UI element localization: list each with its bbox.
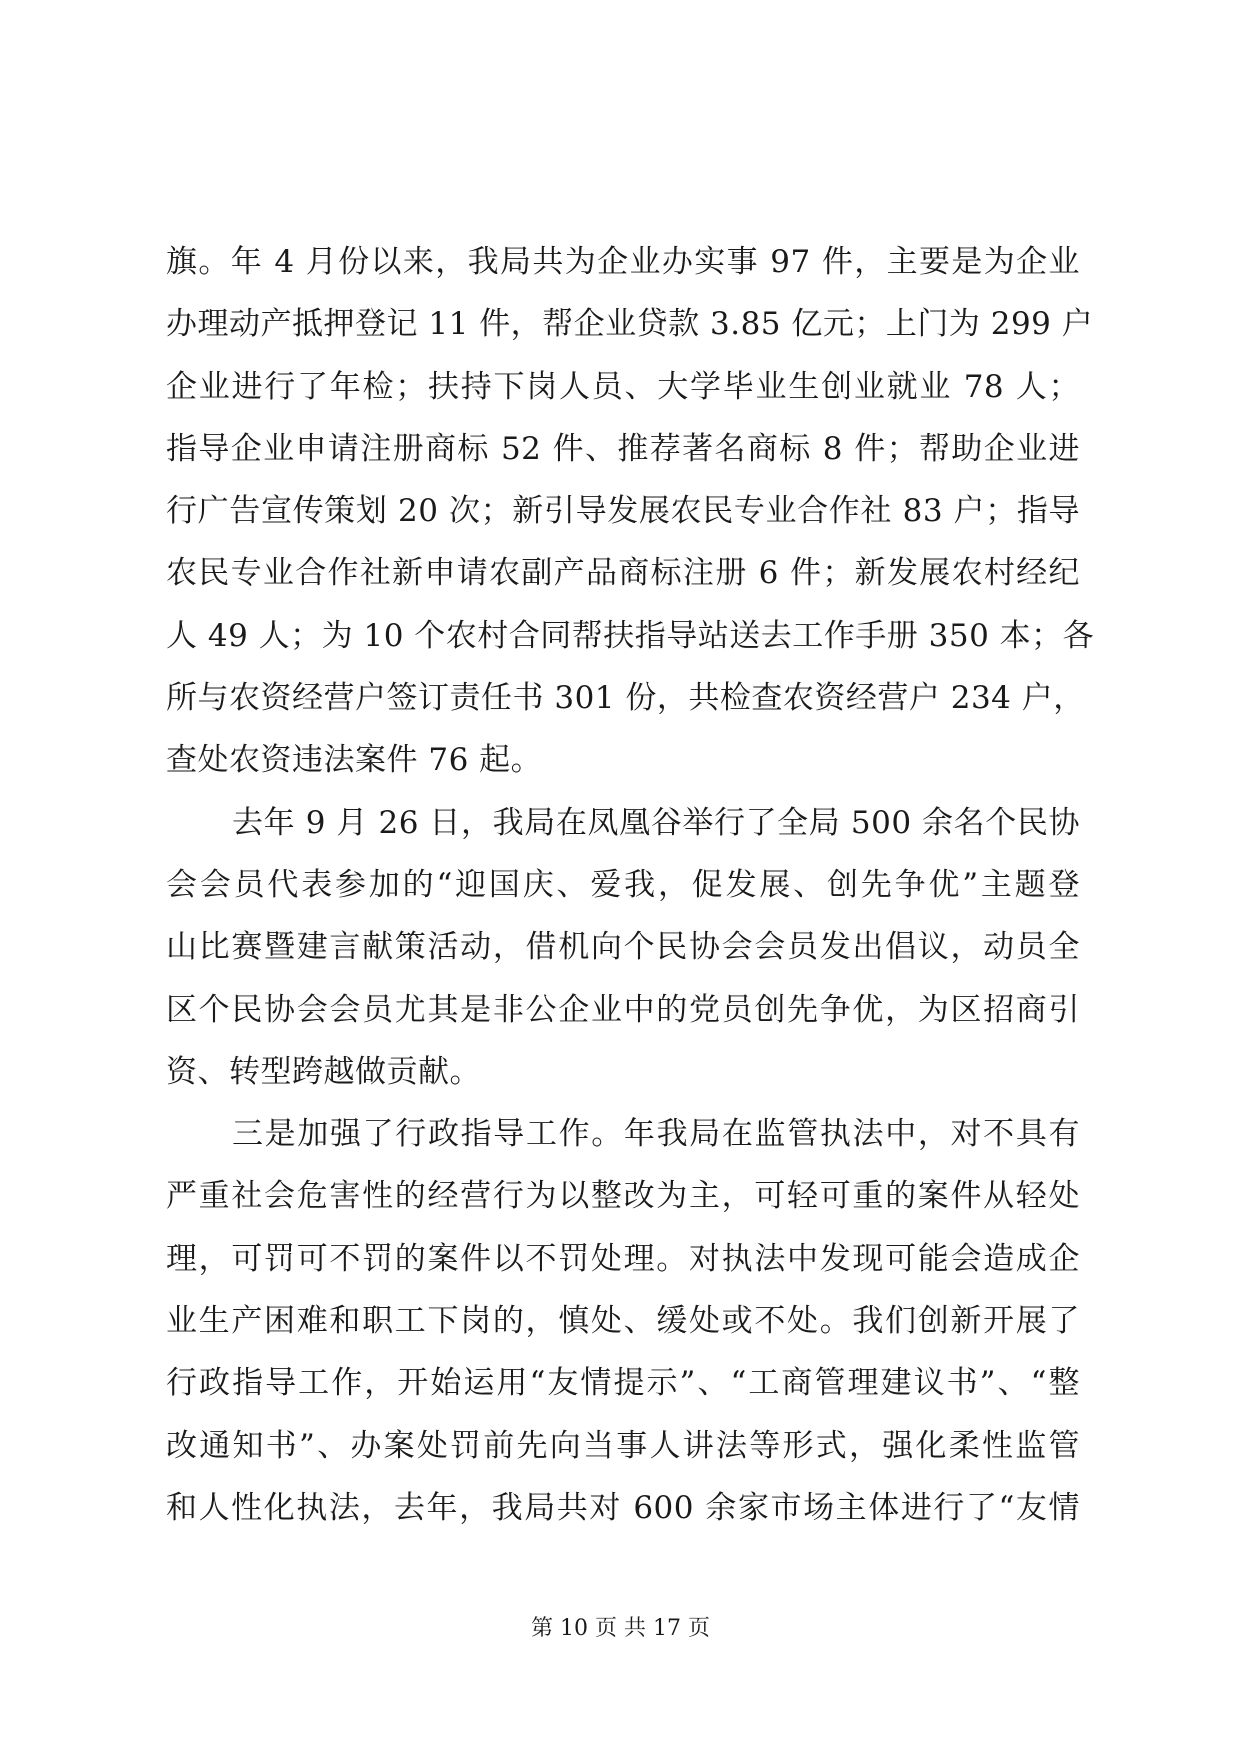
text-line: 和人性化执法，去年，我局共对 600 余家市场主体进行了“友情 bbox=[166, 1489, 1080, 1526]
text-line: 业生产困难和职工下岗的，慎处、缓处或不处。我们创新开展了 bbox=[166, 1303, 1080, 1340]
text-line: 会会员代表参加的“迎国庆、爱我，促发展、创先争优”主题登 bbox=[166, 866, 1080, 903]
paragraph-3 bbox=[166, 1103, 1080, 1539]
text-line: 查处农资违法案件 76 起。 bbox=[166, 742, 543, 779]
paragraph-1 bbox=[166, 231, 1095, 792]
text-line: 资、转型跨越做贡献。 bbox=[166, 1053, 481, 1090]
text-line: 山比赛暨建言献策活动，借机向个民协会会员发出倡议，动员全 bbox=[166, 929, 1080, 966]
text-line: 企业进行了年检；扶持下岗人员、大学毕业生创业就业 78 人； bbox=[166, 368, 1080, 405]
text-line: 农民专业合作社新申请农副产品商标注册 6 件；新发展农村经纪 bbox=[166, 555, 1080, 592]
page-number-footer: 第 10 页 共 17 页 bbox=[531, 1616, 710, 1641]
body-text bbox=[166, 231, 1095, 1539]
text-line: 三是加强了行政指导工作。年我局在监管执法中，对不具有 bbox=[232, 1116, 1080, 1153]
text-line: 行政指导工作，开始运用“友情提示”、“工商管理建议书”、“整 bbox=[166, 1365, 1080, 1402]
text-line: 严重社会危害性的经营行为以整改为主，可轻可重的案件从轻处 bbox=[166, 1178, 1080, 1215]
text-line: 行广告宣传策划 20 次；新引导发展农民专业合作社 83 户；指导 bbox=[166, 493, 1080, 530]
text-line: 旗。年 4 月份以来，我局共为企业办实事 97 件，主要是为企业 bbox=[166, 244, 1080, 280]
text-line: 理，可罚可不罚的案件以不罚处理。对执法中发现可能会造成企 bbox=[166, 1240, 1080, 1277]
text-line: 去年 9 月 26 日，我局在凤凰谷举行了全局 500 余名个民协 bbox=[232, 804, 1080, 841]
paragraph-2 bbox=[166, 792, 1080, 1103]
text-line: 所与农资经营户签订责任书 301 份，共检查农资经营户 234 户， bbox=[166, 680, 1085, 717]
text-line: 指导企业申请注册商标 52 件、推荐著名商标 8 件；帮助企业进 bbox=[166, 430, 1080, 467]
text-line: 改通知书”、办案处罚前先向当事人讲法等形式，强化柔性监管 bbox=[166, 1427, 1080, 1464]
text-line: 办理动产抵押登记 11 件，帮企业贷款 3.85 亿元；上门为 299 户 bbox=[166, 306, 1094, 343]
text-line: 人 49 人；为 10 个农村合同帮扶指导站送去工作手册 350 本；各 bbox=[166, 617, 1095, 654]
text-line: 区个民协会会员尤其是非公企业中的党员创先争优，为区招商引 bbox=[166, 991, 1080, 1028]
